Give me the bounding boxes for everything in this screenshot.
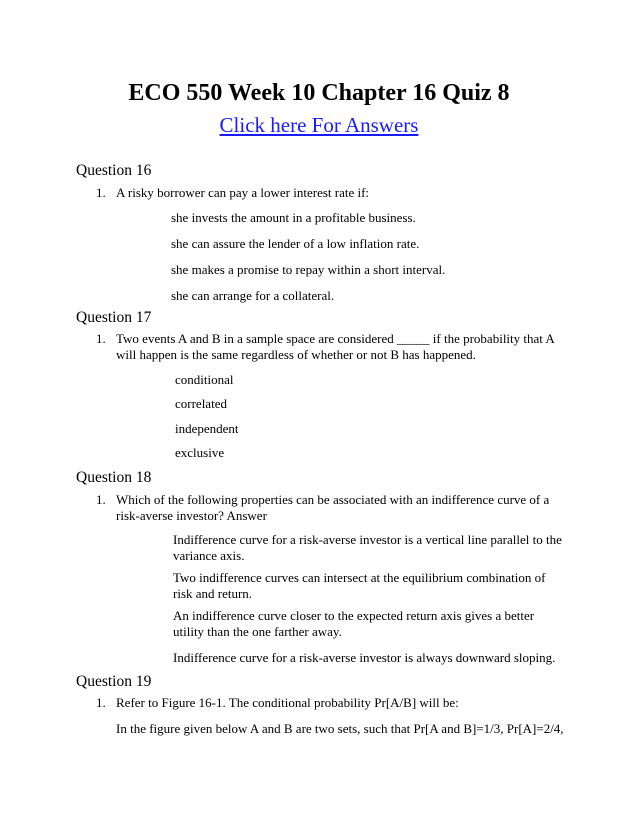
question-18-option-1[interactable]: Indifference curve for a risk-averse investor is a vertical line parallel to the variance axis. (173, 532, 562, 563)
question-17-text (96, 331, 566, 363)
answers-link[interactable]: Click here For Answers (219, 113, 419, 137)
question-16-text (96, 185, 566, 201)
question-18-option-3[interactable]: An indifference curve closer to the expected return axis gives a better utility than the one farther away. (173, 608, 535, 639)
question-16-number: 1. (96, 185, 106, 200)
question-17-prompt: Two events A and B in a sample space are considered _____ if the probability that A will happen is the same regardless of whether or not B has happened. (116, 331, 555, 362)
question-19-subtext: In the figure given below A and B are two sets, such that Pr[A and B]=1/3, Pr[A]=2/4, (116, 721, 564, 736)
question-18-text (96, 492, 566, 524)
question-19-prompt: Refer to Figure 16-1. The conditional probability Pr[A/B] will be: (116, 695, 459, 710)
question-17-option-1[interactable]: conditional (175, 372, 234, 387)
question-19-text (96, 695, 566, 711)
question-17-option-2[interactable]: correlated (175, 396, 227, 411)
question-16-option-4[interactable]: she can arrange for a collateral. (171, 288, 335, 303)
question-18-heading: Question 18 (76, 469, 152, 486)
question-16-heading: Question 16 (76, 162, 152, 179)
question-17-option-3[interactable]: independent (175, 421, 239, 436)
question-17-option-4[interactable]: exclusive (175, 445, 225, 460)
question-16-option-2[interactable]: she can assure the lender of a low inflation rate. (171, 236, 420, 251)
question-18-prompt: Which of the following properties can be associated with an indifference curve of a risk-averse investor? Answer (116, 492, 550, 523)
question-18-option-2[interactable]: Two indifference curves can intersect at the equilibrium combination of risk and return. (173, 570, 546, 601)
question-16-option-1[interactable]: she invests the amount in a profitable business. (171, 210, 416, 225)
question-17-heading: Question 17 (76, 309, 152, 326)
question-18-number: 1. (96, 492, 106, 507)
question-18-option-4[interactable]: Indifference curve for a risk-averse investor is always downward sloping. (173, 650, 556, 665)
question-16-prompt: A risky borrower can pay a lower interest rate if: (116, 185, 370, 200)
document-title: ECO 550 Week 10 Chapter 16 Quiz 8 (128, 80, 510, 106)
question-17-number: 1. (96, 331, 106, 346)
question-19-heading: Question 19 (76, 673, 152, 690)
question-19-number: 1. (96, 695, 106, 710)
question-16-option-3[interactable]: she makes a promise to repay within a short interval. (171, 262, 446, 277)
